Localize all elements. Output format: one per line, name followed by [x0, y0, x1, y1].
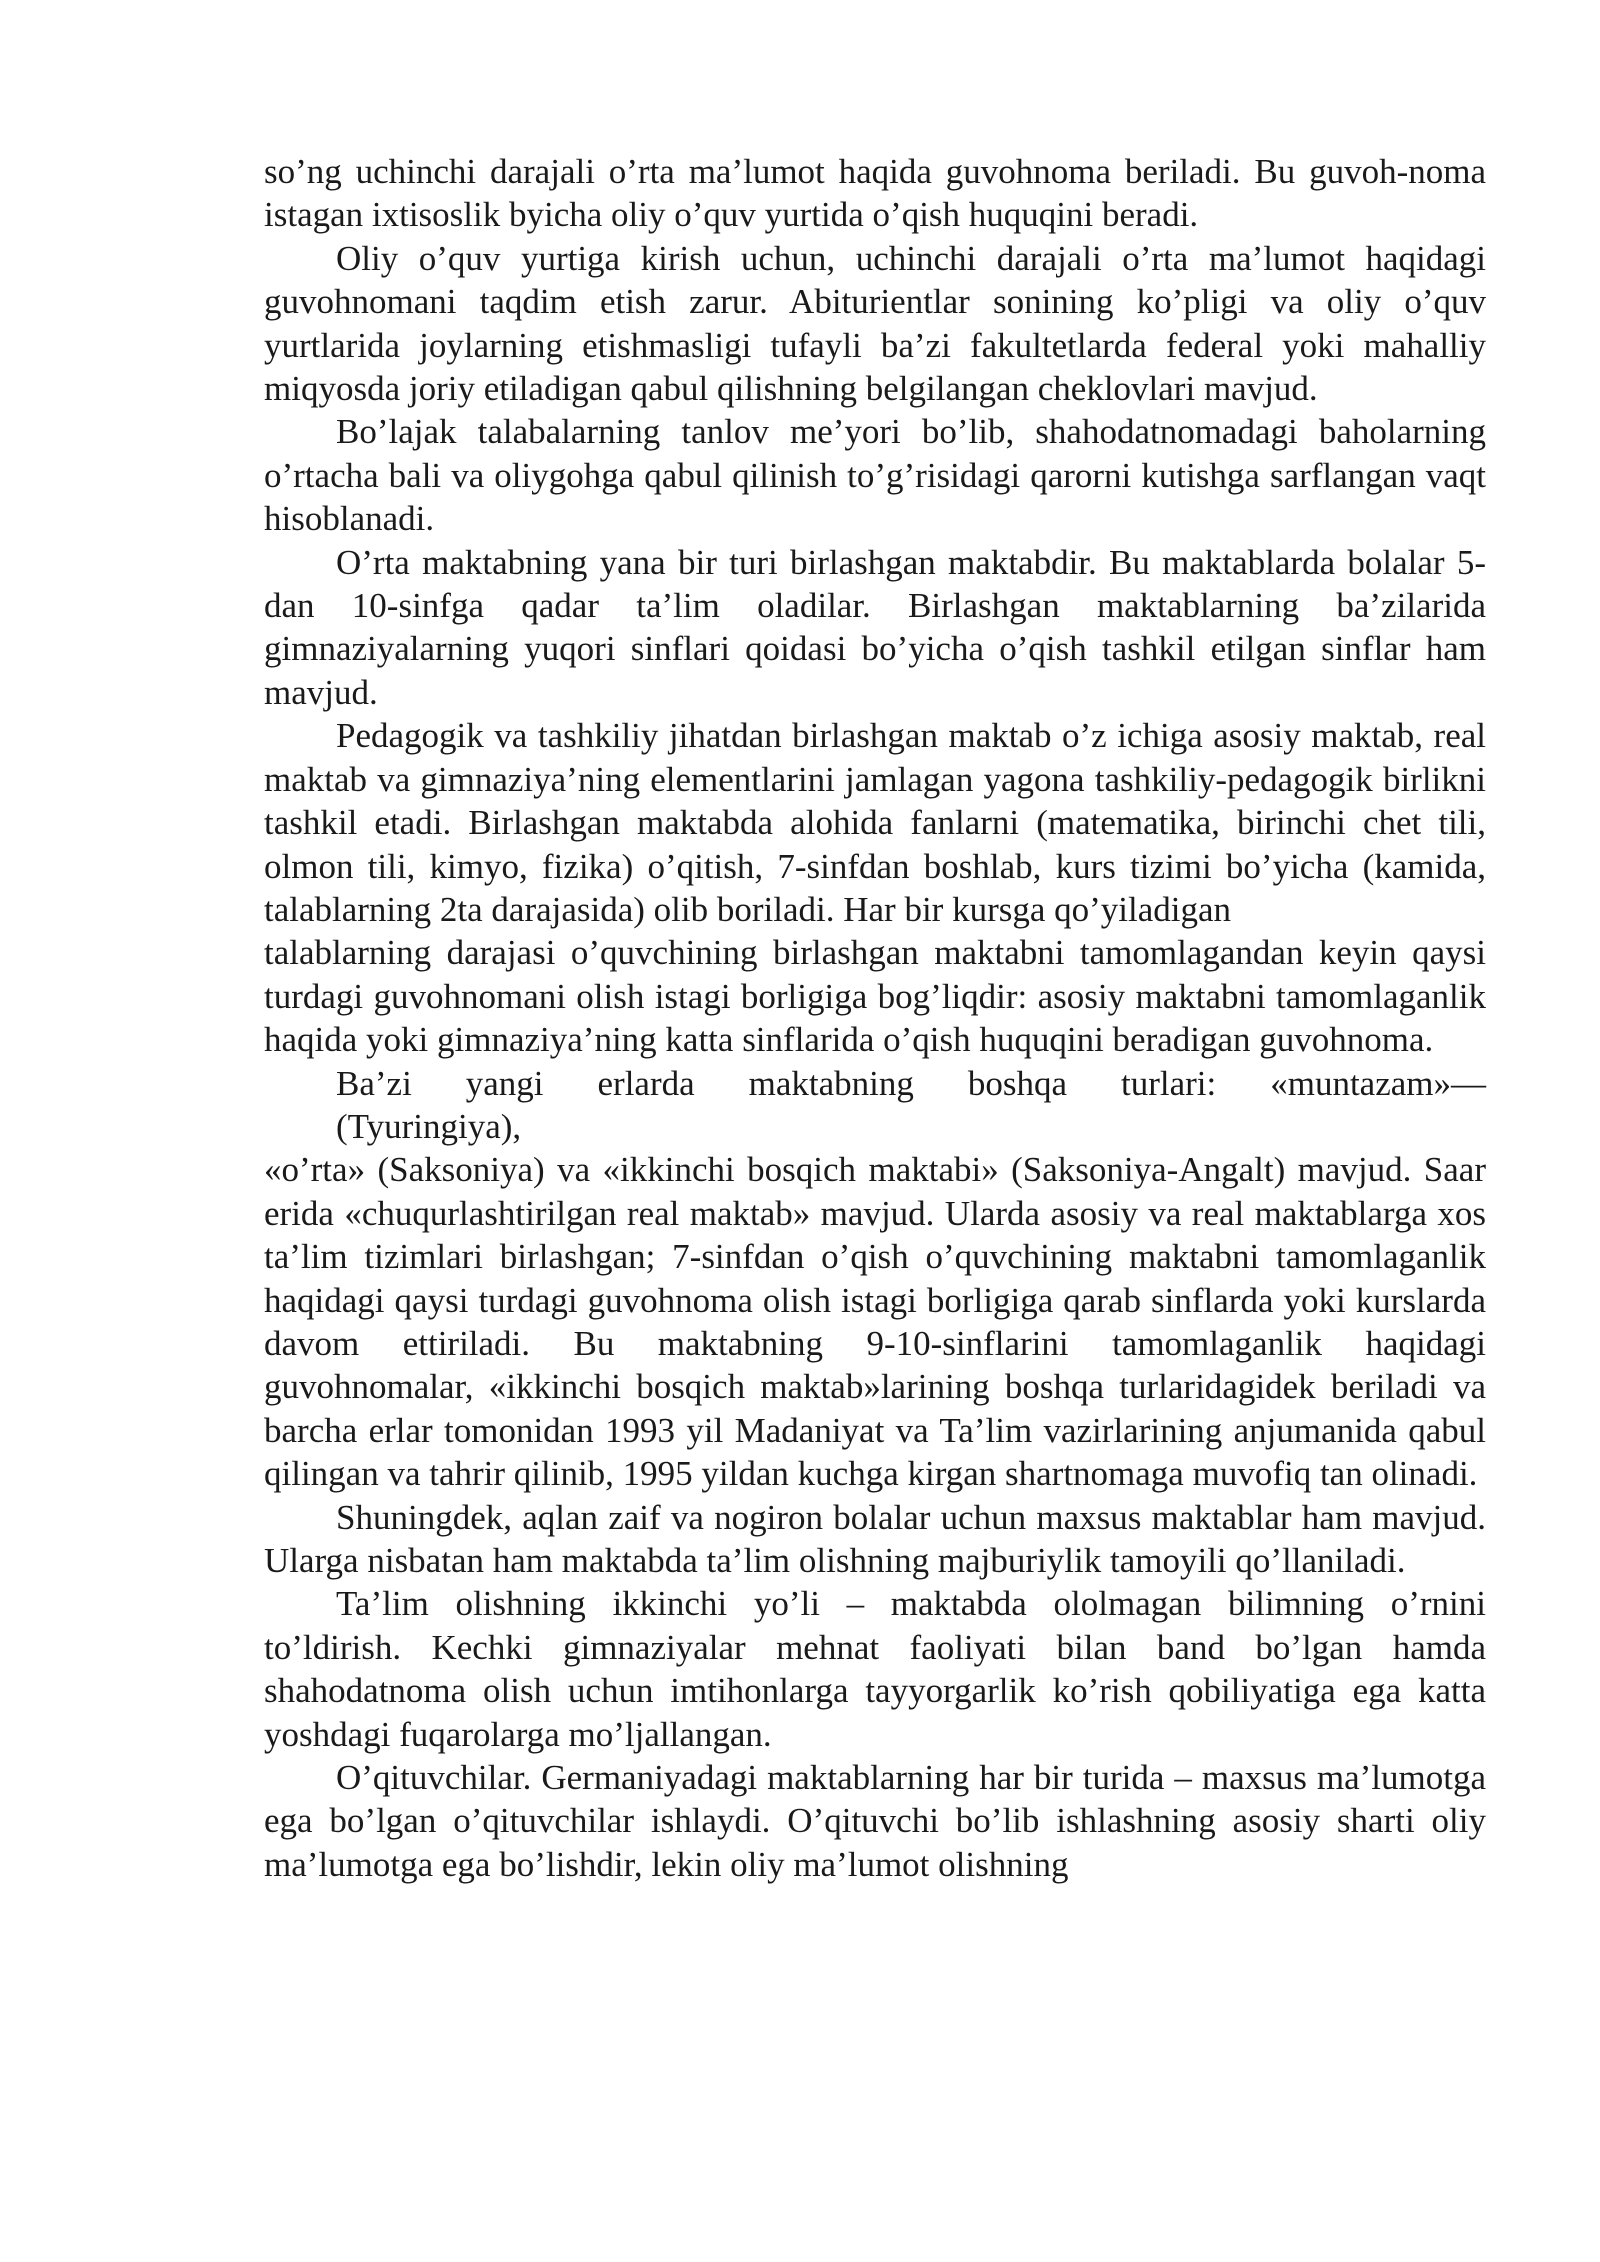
- paragraph-4: O’rta maktabning yana bir turi birlashgan maktabdir. Bu maktablarda bolalar 5-dan 10-sinfga qadar ta’lim oladilar. Birlashgan maktablarning ba’zilarida gimnaziyalarning yuqori sinflari qoidasi bo’yicha o’qish tashkil etilgan sinflar ham mavjud.: [264, 542, 1486, 712]
- paragraph-9: «o’rta» (Saksoniya) va «ikkinchi bosqich maktabi» (Saksoniya-Angalt) mavjud. Saar erida «chuqurlashtirilgan real maktab» mavjud. Ularda asosiy va real maktablarga xos ta’lim tizimlari birlashgan; 7-sinfdan o’qish o’quvchining maktabni tamomlaganlik haqidagi qaysi turdagi guvohnoma olish istagi borligiga qarab sinflarda yoki kurslarda davom ettiriladi. Bu maktabning 9-10-sinflarini tamomlaganlik haqidagi guvohnomalar, «ikkinchi bosqich maktab»larining boshqa turlaridagidek beriladi va barcha erlar tomonidan 1993 yil Madaniyat va Ta’lim vazirlarining anjumanida qabul qilingan va tahrir qilinib, 1995 yildan kuchga kirgan shartnomaga muvofiq tan olinadi.: [264, 1150, 1486, 1494]
- paragraph-5: Pedagogik va tashkiliy jihatdan birlashgan maktab o’z ichiga asosiy maktab, real maktab va gimnaziya’ning elementlarini jamlagan yagona tashkiliy-pedagogik birlikni tashkil etadi. Birlashgan maktabda alohida fanlarni (matematika, birinchi chet tili, olmon tili, kimyo, fizika) o’qitish, 7-sinfdan boshlab, kurs tizimi bo’yicha (kamida, talablarning 2ta darajasida) olib boriladi. Har bir kursga qo’yiladigan: [264, 716, 1486, 929]
- paragraph-11: Ta’lim olishning ikkinchi yo’li – maktabda ololmagan bilimning o’rnini to’ldirish. Kechki gimnaziyalar mehnat faoliyati bilan band bo’lgan hamda shahodatnoma olish uchun imtihonlarga tayyorgarlik ko’rish qobiliyatiga ega katta yoshdagi fuqarolarga mo’ljallangan.: [264, 1584, 1486, 1754]
- paragraph-6: talablarning darajasi o’quvchining birlashgan maktabni tamomlagandan keyin qaysi turdagi guvohnomani olish istagi borligiga bog’liqdir: asosiy maktabni tamomlaganlik haqida yoki gimnaziya’ning katta sinflarida o’qish huquqini beradigan guvohnoma.: [264, 933, 1486, 1060]
- paragraph-8: (Tyuringiya),: [336, 1106, 522, 1146]
- document-page: [264, 150, 1486, 1886]
- paragraph-3: Bo’lajak talabalarning tanlov me’yori bo’lib, shahodatnomadagi baholarning o’rtacha bali va oliygohga qabul qilinish to’g’risidagi qarorni kutishga sarflangan vaqt hisoblanadi.: [264, 412, 1486, 539]
- paragraph-7: Ba’zi yangi erlarda maktabning boshqa turlari: «muntazam»—: [336, 1063, 1486, 1103]
- paragraph-2: Oliy o’quv yurtiga kirish uchun, uchinchi darajali o’rta ma’lumot haqidagi guvohnomani taqdim etish zarur. Abiturientlar sonining ko’pligi va oliy o’quv yurtlarida joylarning etishmasligi tufayli ba’zi fakultetlarda federal yoki mahalliy miqyosda joriy etiladigan qabul qilishning belgilangan cheklovlari mavjud.: [264, 238, 1486, 409]
- paragraph-10: Shuningdek, aqlan zaif va nogiron bolalar uchun maxsus maktablar ham mavjud. Ularga nisbatan ham maktabda ta’lim olishning majburiylik tamoyili qo’llaniladi.: [264, 1497, 1486, 1580]
- paragraph-12: O’qituvchilar. Germaniyadagi maktablarning har bir turida – maxsus ma’lumotga ega bo’lgan o’qituvchilar ishlaydi. O’qituvchi bo’lib ishlashning asosiy sharti oliy ma’lumotga ega bo’lishdir, lekin oliy ma’lumot olishning: [264, 1758, 1486, 1884]
- paragraph-1: so’ng uchinchi darajali o’rta ma’lumot haqida guvohnoma beriladi. Bu guvoh-noma istagan ixtisoslik byicha oliy o’quv yurtida o’qish huquqini beradi.: [264, 152, 1486, 235]
